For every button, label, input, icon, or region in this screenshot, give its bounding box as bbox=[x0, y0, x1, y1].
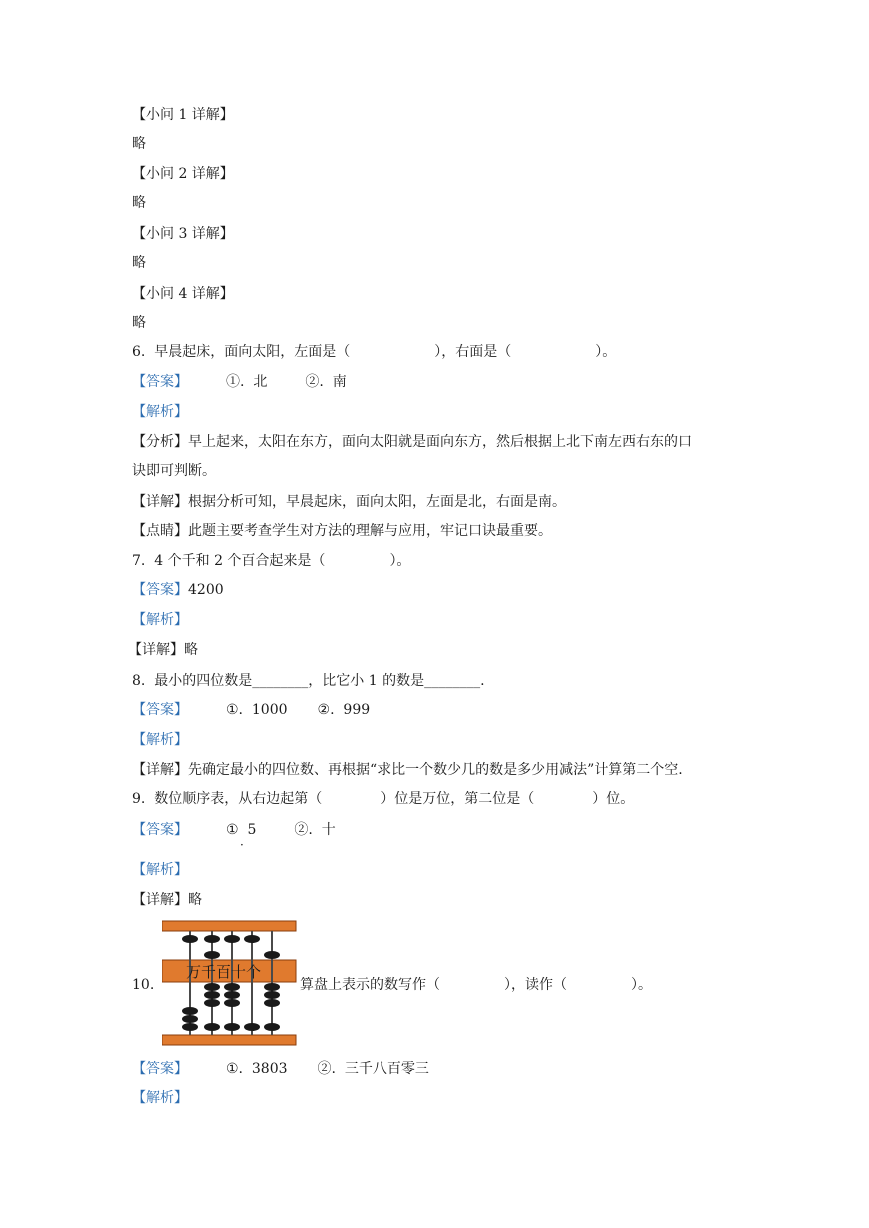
sub4-body: 略 bbox=[132, 315, 146, 331]
q10-stem-a: 算盘上表示的数写作（ bbox=[300, 977, 440, 993]
q9-stem-b: ）位是万位，第二位是（ bbox=[380, 791, 535, 807]
q7-stem bbox=[132, 551, 410, 571]
q7-detail: 【详解】略 bbox=[128, 642, 198, 658]
q10-analysis-tag: 【解析】 bbox=[132, 1090, 188, 1106]
q6-fenxi: 【分析】早上起来，太阳在东方，面向太阳就是面向东方，然后根据上北下南左西右东的口 bbox=[132, 434, 692, 450]
q9-stem-c: ）位。 bbox=[592, 791, 635, 807]
sub2-heading: 【小问 2 详解】 bbox=[132, 166, 234, 182]
q6-answer-1: ①. 北 bbox=[226, 374, 268, 390]
stray-dot: · bbox=[240, 838, 244, 852]
q10-answer bbox=[132, 1059, 429, 1079]
q6-stem bbox=[132, 342, 616, 362]
sub3-body: 略 bbox=[132, 255, 146, 271]
q9-detail: 【详解】略 bbox=[132, 892, 202, 908]
q8-answer-1: ①. 1000 bbox=[226, 702, 288, 718]
q6-tip: 【点睛】此题主要考查学生对方法的理解与应用，牢记口诀最重要。 bbox=[132, 523, 552, 539]
q7-answer bbox=[132, 580, 224, 600]
q9-answer-tag: 【答案】 bbox=[132, 822, 188, 838]
q9-answer-2: ②. 十 bbox=[294, 822, 336, 838]
q7-analysis-tag: 【解析】 bbox=[132, 612, 188, 628]
abacus-image bbox=[162, 919, 298, 1047]
q8-detail: 【详解】先确定最小的四位数、再根据“求比一个数少几的数是多少用减法”计算第二个空. bbox=[132, 762, 683, 778]
q10-stem bbox=[300, 975, 652, 995]
sub1-body: 略 bbox=[132, 136, 146, 152]
q6-analysis-tag: 【解析】 bbox=[132, 404, 188, 420]
q10-stem-c: ）。 bbox=[631, 977, 652, 993]
sub4-heading: 【小问 4 详解】 bbox=[132, 286, 234, 302]
q10-answer-1: ①. 3803 bbox=[226, 1061, 288, 1077]
q6-detail: 【详解】根据分析可知，早晨起床，面向太阳，左面是北，右面是南。 bbox=[132, 494, 566, 510]
sub3-heading: 【小问 3 详解】 bbox=[132, 226, 234, 242]
sub2-body: 略 bbox=[132, 195, 146, 211]
q8-analysis-tag: 【解析】 bbox=[132, 732, 188, 748]
q10-answer-2: ②. 三千八百零三 bbox=[317, 1061, 429, 1077]
q10-stem-b: ），读作（ bbox=[504, 977, 567, 993]
abacus-figure bbox=[162, 919, 298, 1047]
q10-answer-tag: 【答案】 bbox=[132, 1061, 188, 1077]
q7-stem-b: ）。 bbox=[389, 553, 411, 569]
q6-answer bbox=[132, 372, 347, 392]
q8-answer bbox=[132, 700, 370, 720]
q9-stem bbox=[132, 789, 634, 809]
q7-stem-a: 7. 4 个千和 2 个百合起来是（ bbox=[132, 553, 326, 569]
abacus-place-labels: 万千百十个 bbox=[186, 964, 262, 981]
q9-answer-1: ① 5 bbox=[226, 822, 257, 838]
q8-answer-tag: 【答案】 bbox=[132, 702, 188, 718]
q6-fenxi-cont: 诀即可判断。 bbox=[132, 463, 216, 479]
sub1-heading: 【小问 1 详解】 bbox=[132, 107, 234, 123]
q9-stem-a: 9. 数位顺序表，从右边起第（ bbox=[132, 791, 323, 807]
q6-stem-c: ）。 bbox=[595, 344, 617, 360]
q8-answer-2: ②. 999 bbox=[317, 702, 371, 718]
q9-analysis-tag: 【解析】 bbox=[132, 862, 188, 878]
q9-answer bbox=[132, 820, 336, 840]
q7-answer-tag: 【答案】 bbox=[132, 582, 188, 598]
q8-stem: 8. 最小的四位数是________，比它小 1 的数是________. bbox=[132, 673, 485, 689]
q7-answer-value: 4200 bbox=[188, 582, 224, 598]
q6-stem-b: ），右面是（ bbox=[434, 344, 512, 360]
q6-answer-2: ②. 南 bbox=[305, 374, 347, 390]
q10-number: 10. bbox=[132, 977, 155, 993]
q6-answer-tag: 【答案】 bbox=[132, 374, 188, 390]
q6-stem-a: 6. 早晨起床，面向太阳，左面是（ bbox=[132, 344, 351, 360]
